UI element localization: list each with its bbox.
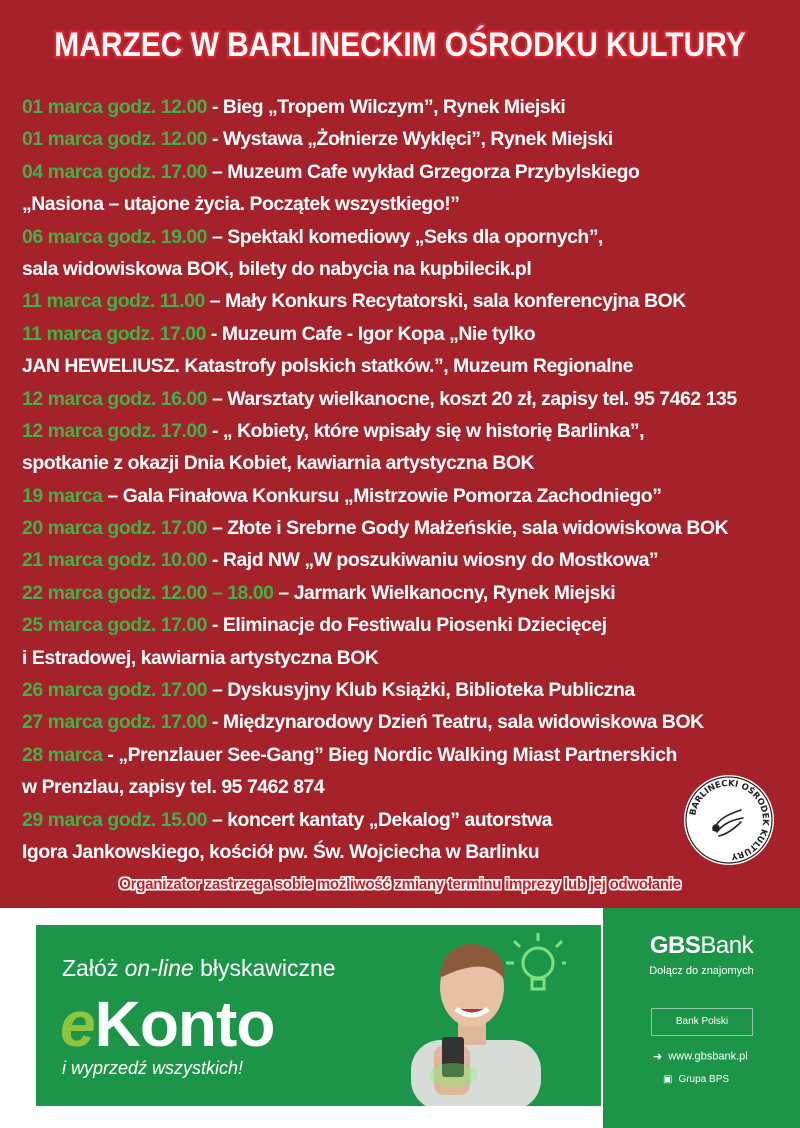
- event-date: 29 marca godz. 15.00: [22, 808, 208, 831]
- event-description: „Nasiona – utajone życia. Początek wszystkiego!”: [22, 193, 460, 216]
- event-line: [22, 91, 792, 123]
- ekonto-ad[interactable]: [36, 925, 601, 1106]
- event-date: 06 marca godz. 19.00: [22, 225, 208, 248]
- lightbulb-icon: [506, 933, 566, 1013]
- event-date: 27 marca godz. 17.00: [22, 711, 208, 734]
- event-line: [22, 577, 792, 609]
- event-description: - Międzynarodowy Dzień Teatru, sala widowiskowa BOK: [207, 711, 704, 734]
- event-date: 04 marca godz. 17.00: [22, 160, 208, 183]
- event-line: [22, 318, 792, 350]
- event-line: [22, 836, 792, 868]
- event-date: 11 marca godz. 11.00: [22, 290, 205, 313]
- event-description: - Muzeum Cafe - Igor Kopa „Nie tylko: [205, 322, 536, 345]
- event-line: [22, 415, 792, 447]
- event-description: – Muzeum Cafe wykład Grzegorza Przybylskiego: [207, 160, 640, 183]
- event-description: JAN HEWELIUSZ. Katastrofy polskich statków.”, Muzeum Regionalne: [22, 355, 633, 378]
- event-line: [22, 221, 792, 253]
- event-line: [22, 253, 792, 285]
- event-description: sala widowiskowa BOK, bilety do nabycia na kupbilecik.pl: [22, 257, 532, 280]
- event-date: 28 marca: [22, 743, 103, 766]
- ad-slogan: i wyprzedź wszystkich!: [62, 1058, 244, 1078]
- event-line: [22, 188, 792, 220]
- event-line: [22, 350, 792, 382]
- bok-stamp-logo: [683, 774, 775, 866]
- event-description: - Eliminacje do Festiwalu Piosenki Dziecięcej: [207, 614, 607, 637]
- gbs-tagline: Dołącz do znajomych: [649, 965, 754, 977]
- svg-text:BARLINECKI OŚRODEK KULTURY: BARLINECKI OŚRODEK KULTURY: [688, 778, 771, 862]
- event-description: – Jarmark Wielkanocny, Rynek Miejski: [273, 581, 616, 604]
- event-description: - Wystawa „Żołnierze Wyklęci”, Rynek Miejski: [207, 128, 613, 151]
- event-description: Igora Jankowskiego, kościół pw. Św. Wojciecha w Barlinku: [22, 840, 540, 863]
- event-description: – Warsztaty wielkanocne, koszt 20 zł, zapisy tel. 95 7462 135: [207, 387, 737, 410]
- ad-banner[interactable]: [0, 908, 800, 1128]
- event-line: [22, 804, 792, 836]
- gbs-website-link[interactable]: ➜ www.gbsbank.pl: [653, 1050, 748, 1063]
- event-line: [22, 383, 792, 415]
- event-date: 12 marca godz. 16.00: [22, 387, 208, 410]
- event-line: [22, 674, 792, 706]
- event-date: 25 marca godz. 17.00: [22, 614, 208, 637]
- event-description: - „Prenzlauer See-Gang” Bieg Nordic Walking Miast Partnerskich: [102, 743, 677, 766]
- event-line: [22, 285, 792, 317]
- event-list: [22, 91, 792, 868]
- event-date: 21 marca godz. 10.00: [22, 549, 208, 572]
- ad-headline: Załóż on-line błyskawiczne: [62, 955, 336, 981]
- event-date: 01 marca godz. 12.00: [22, 128, 208, 151]
- event-description: - Bieg „Tropem Wilczym”, Rynek Miejski: [207, 96, 566, 118]
- gbs-bank-panel[interactable]: [603, 908, 800, 1128]
- gbs-bank-logo: GBSBank: [649, 932, 754, 959]
- event-line: [22, 447, 792, 479]
- event-line: [22, 609, 792, 641]
- event-line: [22, 480, 792, 512]
- event-line: [22, 512, 792, 544]
- event-line: [22, 771, 792, 803]
- event-date: 01 marca godz. 12.00: [22, 96, 208, 118]
- event-description: - Rajd NW „W poszukiwaniu wiosny do Mostkowa”: [207, 549, 659, 572]
- event-line: [22, 706, 792, 738]
- cursor-icon: ➜: [653, 1051, 663, 1063]
- event-description: spotkanie z okazji Dnia Kobiet, kawiarnia artystyczna BOK: [22, 452, 535, 475]
- event-description: w Prenzlau, zapisy tel. 95 7462 874: [22, 776, 325, 799]
- event-line: [22, 123, 792, 155]
- event-description: – Mały Konkurs Recytatorski, sala konferencyjna BOK: [204, 290, 686, 313]
- event-description: – koncert kantaty „Dekalog” autorstwa: [207, 808, 552, 831]
- poster-title: MARZEC W BARLINECKIM OŚRODKU KULTURY: [54, 26, 746, 64]
- event-date: 20 marca godz. 17.00: [22, 517, 208, 540]
- event-line: [22, 544, 792, 576]
- event-date: 11 marca godz. 17.00: [22, 322, 206, 345]
- bps-icon: ▣: [663, 1074, 673, 1085]
- grupa-bps-logo: ▣ Grupa BPS: [663, 1074, 730, 1086]
- event-line: [22, 642, 792, 674]
- disclaimer-text: Organizator zastrzega sobie możliwość zmiany terminu imprezy lub jej odwołanie: [119, 876, 681, 893]
- ekonto-logo: eKonto: [60, 988, 275, 1060]
- event-line: [22, 739, 792, 771]
- event-date: 22 marca godz. 12.00 – 18.00: [22, 581, 274, 604]
- event-line: [22, 156, 792, 188]
- event-description: i Estradowej, kawiarnia artystyczna BOK: [22, 646, 379, 669]
- event-date: 12 marca godz. 17.00: [22, 419, 208, 442]
- event-description: – Gala Finałowa Konkursu „Mistrzowie Pomorza Zachodniego”: [102, 484, 662, 507]
- event-description: – Dyskusyjny Klub Książki, Biblioteka Publiczna: [207, 679, 635, 702]
- event-date: 26 marca godz. 17.00: [22, 679, 208, 702]
- event-date: 19 marca: [22, 484, 103, 507]
- event-description: – Złote i Srebrne Gody Małżeńskie, sala widowiskowa BOK: [207, 517, 729, 540]
- bank-polski-badge: Bank Polski: [651, 1008, 753, 1036]
- event-description: - „ Kobiety, które wpisały się w historię Barlinka”,: [207, 419, 645, 442]
- event-description: – Spektakl komediowy „Seks dla opornych”,: [207, 225, 603, 248]
